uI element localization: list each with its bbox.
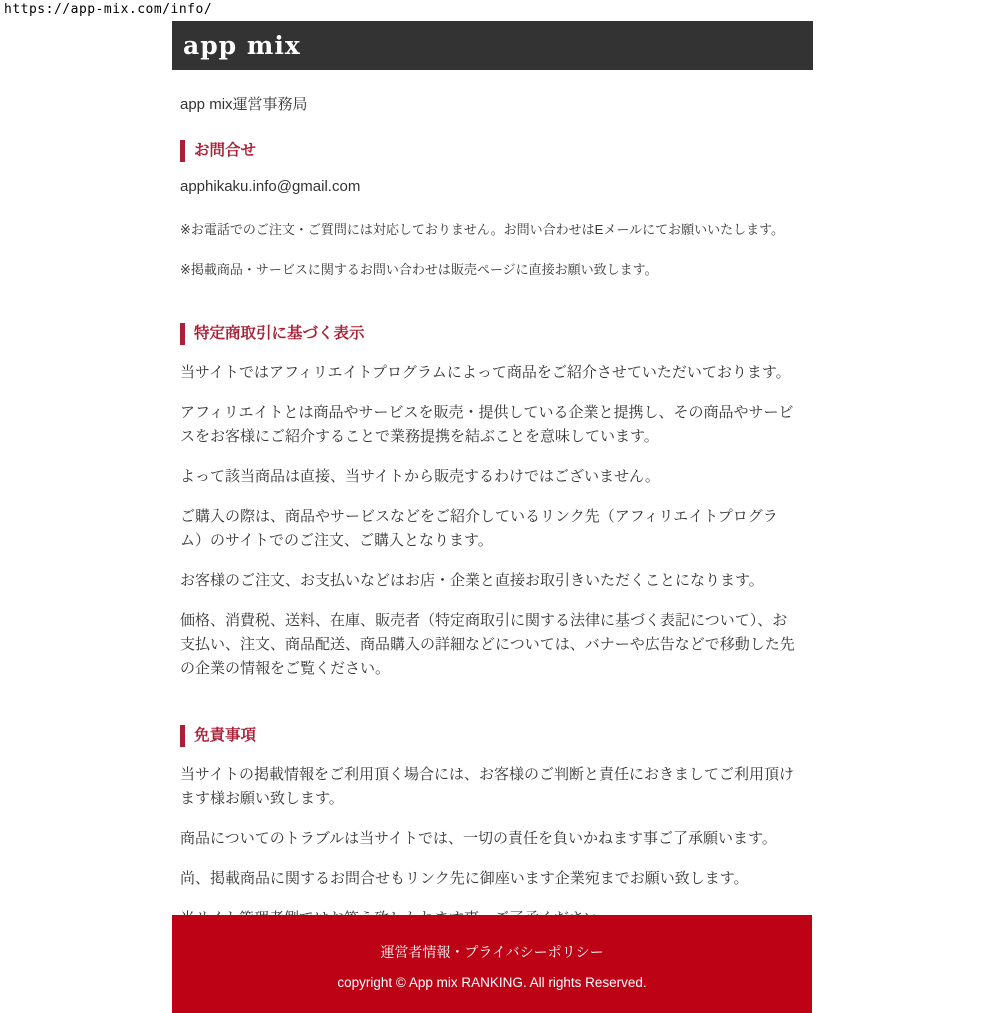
disclaimer-section-heading: 免責事項 <box>180 725 797 747</box>
main-content <box>172 93 813 931</box>
disclaimer-paragraph: 商品についてのトラブルは当サイトでは、一切の責任を負いかねます事ご了承願います。 <box>180 830 777 847</box>
site-header <box>172 21 813 70</box>
privacy-policy-link[interactable]: 運営者情報・プライバシーポリシー <box>380 944 604 960</box>
content-column <box>172 21 813 947</box>
disclaimer-paragraph: 当サイトの掲載情報をご利用頂く場合には、お客様のご判断と責任におきましてご利用頂けます様お願い致します。 <box>180 766 794 807</box>
contact-note-products: ※掲載商品・サービスに関するお問い合わせは販売ページに直接お願い致します。 <box>180 262 658 277</box>
operator-name: app mix運営事務局 <box>180 96 308 113</box>
site-footer <box>172 915 812 1013</box>
contact-section-heading: お問合せ <box>180 140 797 162</box>
page-url: https://app-mix.com/info/ <box>4 2 213 17</box>
tokutei-paragraph: 価格、消費税、送料、在庫、販売者（特定商取引に関する法律に基づく表記について）、お支払い、注文、商品配送、商品購入の詳細などについては、バナーや広告などで移動した先の企業の情報をご覧ください。 <box>180 612 795 677</box>
tokutei-section-heading: 特定商取引に基づく表示 <box>180 323 797 345</box>
contact-note-phone: ※お電話でのご注文・ご質問には対応しておりません。お問い合わせはEメールにてお願いいたします。 <box>180 222 785 237</box>
tokutei-paragraph: アフィリエイトとは商品やサービスを販売・提供している企業と提携し、その商品やサービスをお客様にご紹介することで業務提携を結ぶことを意味しています。 <box>180 404 794 445</box>
tokutei-paragraph: ご購入の際は、商品やサービスなどをご紹介しているリンク先（アフィリエイトプログラム）のサイトでのご注文、ご購入となります。 <box>180 508 778 549</box>
site-logo[interactable]: app mix <box>183 31 301 60</box>
contact-email: apphikaku.info@gmail.com <box>180 178 361 195</box>
tokutei-paragraph: お客様のご注文、お支払いなどはお店・企業と直接お取引きいただくことになります。 <box>180 572 764 589</box>
tokutei-paragraph: よって該当商品は直接、当サイトから販売するわけではございません。 <box>180 468 660 485</box>
tokutei-paragraph: 当サイトではアフィリエイトプログラムによって商品をご紹介させていただいております。 <box>180 364 791 381</box>
disclaimer-paragraph: 尚、掲載商品に関するお問合せもリンク先に御座います企業宛までお願い致します。 <box>180 870 749 887</box>
copyright-text: copyright © App mix RANKING. All rights Reserved. <box>337 975 647 990</box>
